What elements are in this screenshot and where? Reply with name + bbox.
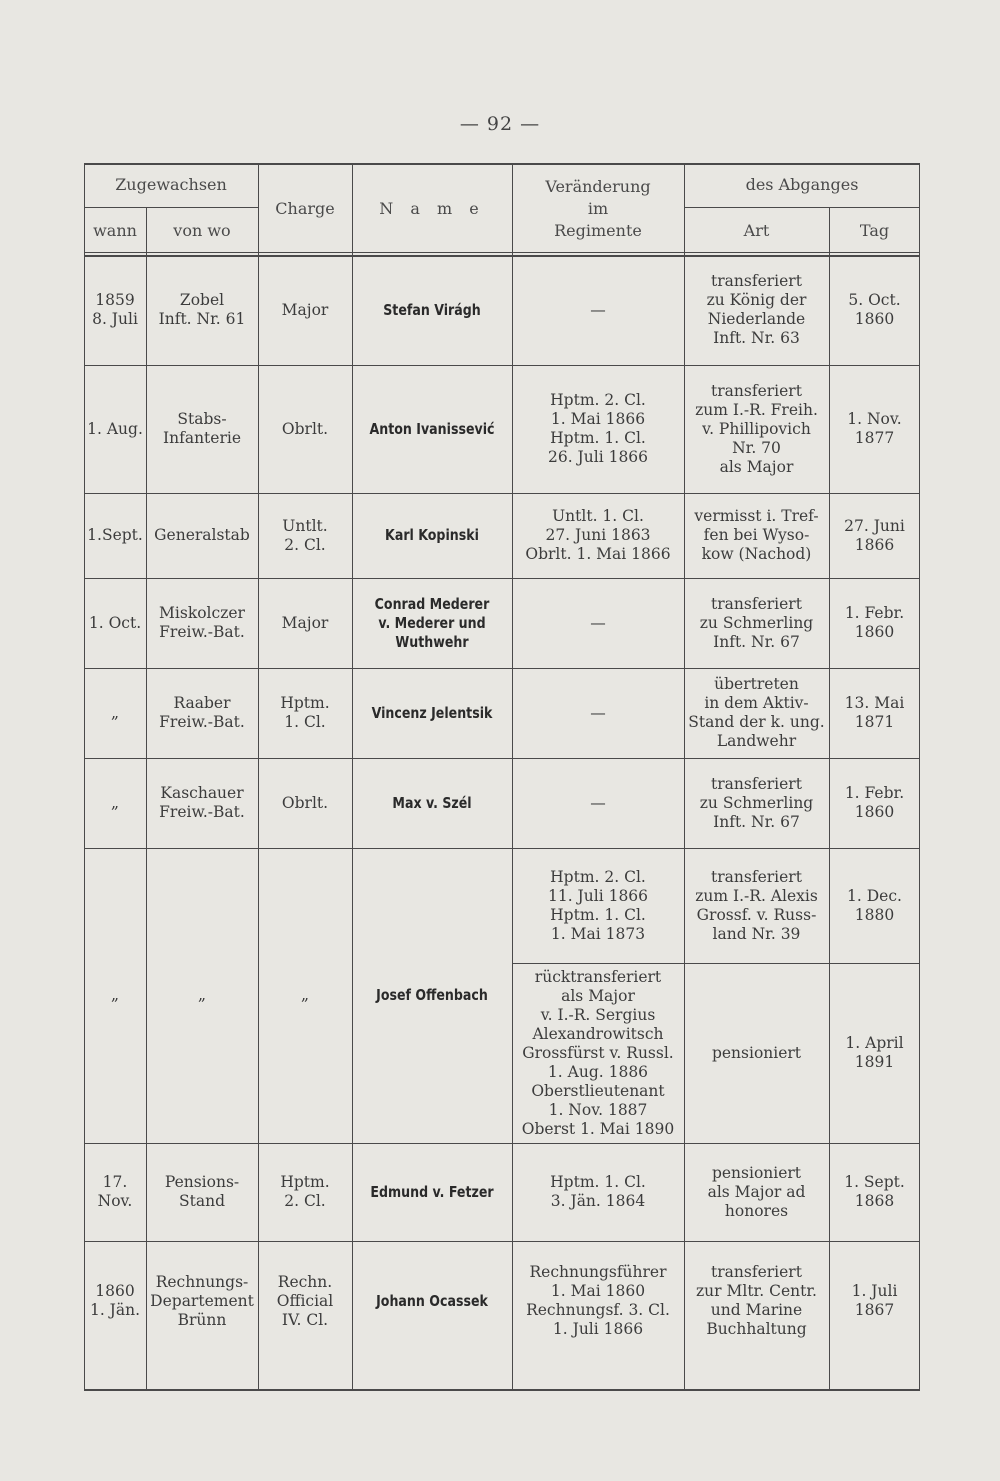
cell-wann: 1. Aug. xyxy=(87,419,143,438)
cell-charge: Obrlt. xyxy=(281,793,329,812)
cell-abgang-art: vermisst i. Tref- fen bei Wyso- kow (Nachod) xyxy=(694,507,819,563)
header-veraenderung: Veränderung im Regimente xyxy=(545,177,651,240)
cell-name: Anton Ivanissević xyxy=(369,419,495,438)
cell-veraenderung: Rechnungsführer 1. Mai 1860 Rechnungsf. 3. Cl. 1. Juli 1866 xyxy=(526,1263,670,1338)
header-zugewachsen: Zugewachsen xyxy=(115,175,227,194)
cell-name: Vincenz Jelentsik xyxy=(371,703,493,722)
cell-abgang-art: pensioniert als Major ad honores xyxy=(707,1163,806,1220)
cell-name: Karl Kopinski xyxy=(385,526,479,544)
header-tag: Tag xyxy=(859,221,890,240)
cell-abgang-tag: 5. Oct. 1860 xyxy=(848,291,901,328)
cell-von-wo: „ xyxy=(197,986,207,1004)
cell-wann: „ xyxy=(110,986,120,1004)
cell-abgang-art: transferiert zum I.-R. Freih. v. Phillipovich Nr. 70 als Major xyxy=(695,381,818,476)
cell-von-wo: Stabs- Infanterie xyxy=(162,410,241,447)
cell-abgang-art: pensioniert xyxy=(711,1043,802,1062)
cell-charge: Hptm. 1. Cl. xyxy=(280,694,330,731)
cell-wann: 1859 8. Juli xyxy=(92,291,138,328)
cell-von-wo: Miskolczer Freiw.-Bat. xyxy=(159,604,245,641)
cell-charge: Major xyxy=(281,300,329,319)
cell-abgang-art: transferiert zum I.-R. Alexis Grossf. v. Russ- land Nr. 39 xyxy=(695,867,818,943)
cell-von-wo: Pensions- Stand xyxy=(164,1173,240,1210)
cell-abgang-tag: 1. April 1891 xyxy=(845,1034,904,1071)
cell-abgang-tag: 27. Juni 1866 xyxy=(844,516,905,554)
cell-von-wo: Raaber Freiw.-Bat. xyxy=(159,694,245,731)
header-abgang: des Abganges xyxy=(745,175,859,194)
header-von-wo: von wo xyxy=(173,221,231,240)
cell-veraenderung: — xyxy=(590,793,606,812)
bottom-rule xyxy=(84,1389,920,1391)
cell-veraenderung: Hptm. 2. Cl. 1. Mai 1866 Hptm. 1. Cl. 26. Juli 1866 xyxy=(547,391,649,466)
header-charge: Charge xyxy=(275,199,335,218)
cell-wann: 1860 1. Jän. xyxy=(89,1282,141,1319)
cell-von-wo: Rechnungs- Departement Brünn xyxy=(150,1272,254,1329)
cell-charge: Untlt. 2. Cl. xyxy=(282,516,328,554)
cell-veraenderung: — xyxy=(590,703,606,722)
cell-wann: 1. Oct. xyxy=(88,613,142,632)
cell-abgang-art: transferiert zu Schmerling Inft. Nr. 67 xyxy=(699,594,814,651)
cell-charge: „ xyxy=(300,986,310,1004)
cell-abgang-art: transferiert zu Schmerling Inft. Nr. 67 xyxy=(699,774,814,831)
cell-wann: 17. Nov. xyxy=(97,1173,133,1210)
cell-charge: Rechn. Official IV. Cl. xyxy=(276,1272,334,1329)
cell-abgang-tag: 1. Febr. 1860 xyxy=(844,604,905,641)
cell-abgang-tag: 1. Nov. 1877 xyxy=(847,410,902,447)
cell-charge: Major xyxy=(281,613,329,632)
cell-name: Max v. Szél xyxy=(392,793,472,812)
cell-veraenderung: — xyxy=(590,300,606,319)
cell-charge: Hptm. 2. Cl. xyxy=(280,1173,330,1210)
cell-abgang-tag: 1. Juli 1867 xyxy=(851,1282,898,1319)
cell-abgang-art: übertreten in dem Aktiv- Stand der k. ung. Landwehr xyxy=(688,675,825,750)
cell-name: Johann Ocassek xyxy=(376,1291,488,1310)
cell-von-wo: Kaschauer Freiw.-Bat. xyxy=(159,784,245,821)
cell-name: Conrad Mederer v. Mederer und Wuthwehr xyxy=(374,594,490,651)
register-table xyxy=(84,163,920,1391)
header-name: N a m e xyxy=(379,199,485,218)
cell-wann: „ xyxy=(110,793,120,812)
cell-charge: Obrlt. xyxy=(281,419,329,438)
cell-abgang-tag: 1. Sept. 1868 xyxy=(844,1173,905,1210)
header-art: Art xyxy=(743,221,770,240)
cell-veraenderung: Untlt. 1. Cl. 27. Juni 1863 Obrlt. 1. Mai 1866 xyxy=(525,507,671,563)
cell-veraenderung: — xyxy=(590,613,606,632)
cell-von-wo: Generalstab xyxy=(154,526,250,544)
page-number: — 92 — xyxy=(459,113,541,135)
cell-abgang-art: transferiert zu König der Niederlande Inft. Nr. 63 xyxy=(706,272,807,347)
cell-veraenderung: Hptm. 1. Cl. 3. Jän. 1864 xyxy=(550,1173,646,1210)
cell-abgang-tag: 1. Dec. 1880 xyxy=(847,886,902,924)
cell-name: Edmund v. Fetzer xyxy=(370,1182,494,1201)
cell-abgang-tag: 13. Mai 1871 xyxy=(844,694,905,731)
cell-name: Stefan Virágh xyxy=(383,300,481,319)
cell-abgang-tag: 1. Febr. 1860 xyxy=(844,784,905,821)
cell-wann: 1.Sept. xyxy=(87,526,143,544)
cell-name: Josef Offenbach xyxy=(376,986,488,1004)
cell-von-wo: Zobel Inft. Nr. 61 xyxy=(158,291,246,328)
cell-wann: „ xyxy=(110,703,120,722)
column-rule-name xyxy=(352,163,353,1391)
cell-abgang-art: transferiert zur Mltr. Centr. und Marine Buchhaltung xyxy=(696,1263,817,1338)
header-wann: wann xyxy=(93,221,137,240)
cell-veraenderung: rücktransferiert als Major v. I.-R. Sergius Alexandrowitsch Grossfürst v. Russl. 1. Aug. 1886 Oberstlieutenant 1. Nov. 1887 Oberst 1. Mai 1890 xyxy=(521,967,675,1138)
cell-veraenderung: Hptm. 2. Cl. 11. Juli 1866 Hptm. 1. Cl. 1. Mai 1873 xyxy=(547,867,649,943)
